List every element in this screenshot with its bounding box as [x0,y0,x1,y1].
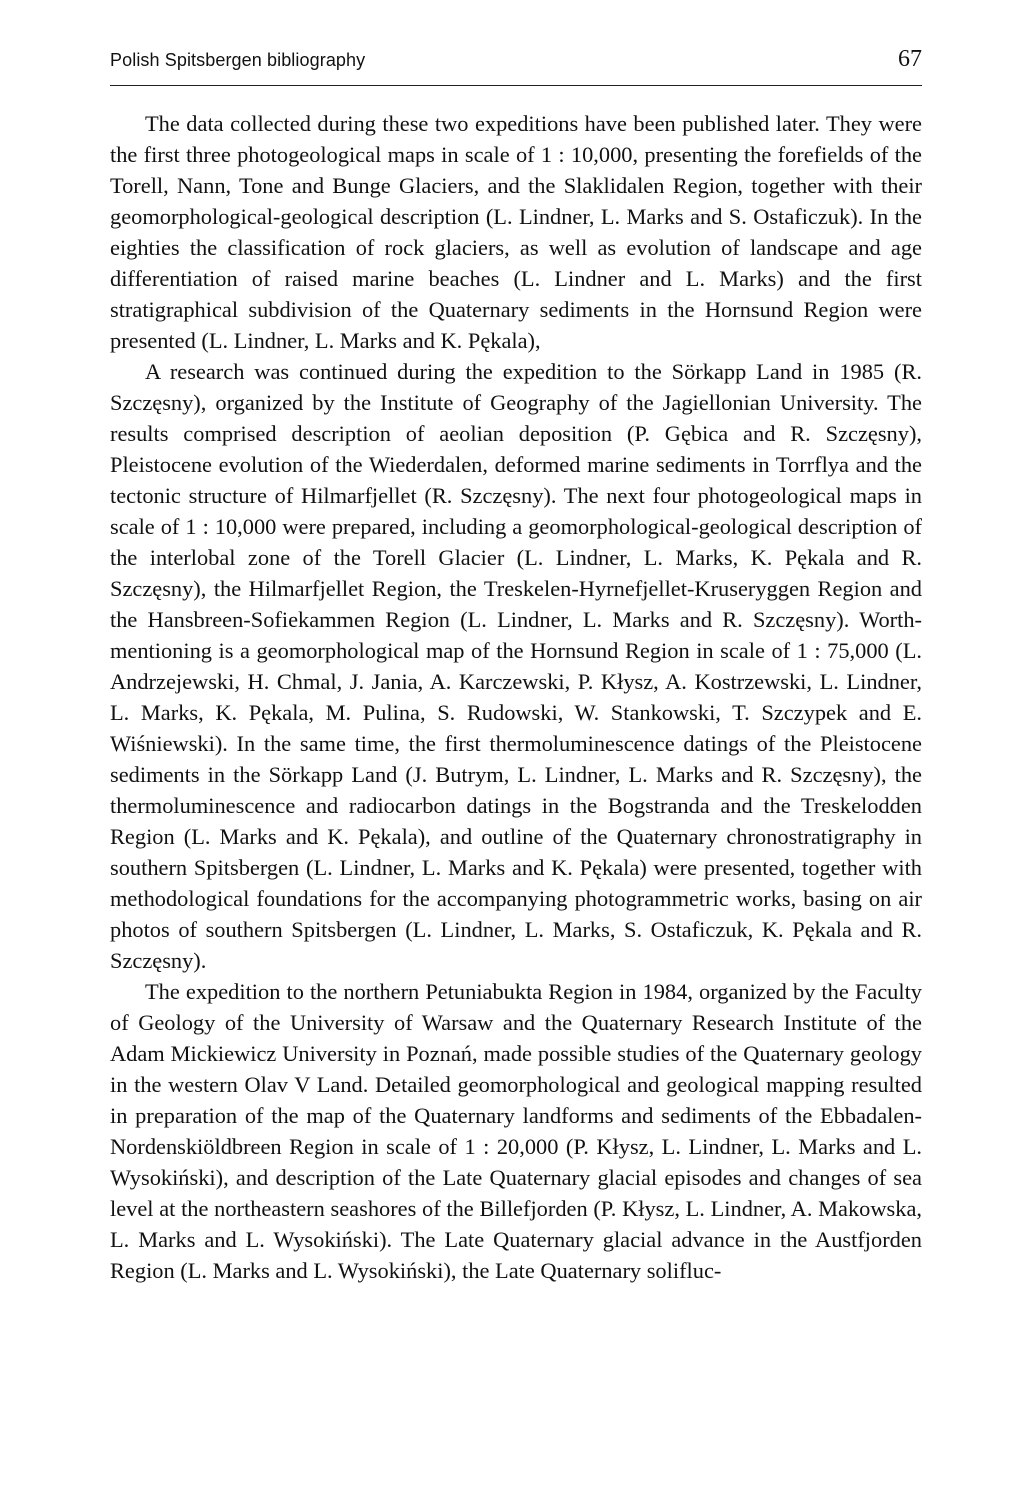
running-title: Polish Spitsbergen bibliography [110,50,366,70]
document-page [110,46,922,1286]
paragraph: The data collected during these two expeditions have been published later. They were the first three photogeological maps in scale of 1 : 10,000, presenting the forefields of the Torell, Nann, Tone and Bunge Glaciers, and the Slaklidalen Region, together with their geomorphological-geological description (L. Lindner, L. Marks and S. Ostaficzuk). In the eighties the classification of rock glaciers, as well as evolution of landscape and age differentiation of raised marine beaches (L. Lindner and L. Marks) and the first stratigraphical subdivision of the Quaternary sediments in the Hornsund Region were presented (L. Lindner, L. Marks and K. Pękala), [110,111,922,353]
running-header [110,46,922,86]
body-text [110,108,922,1286]
paragraph: The expedition to the northern Petuniabukta Region in 1984, organized by the Faculty of Geology of the University of Warsaw and the Quaternary Research Institute of the Adam Mickiewicz University in Poznań, made possible studies of the Quaternary geology in the western Olav V Land. Detailed geomorphological and geological mapping resulted in preparation of the map of the Quaternary landforms and sediments of the Ebbadalen-Nordenskiöldbreen Region in scale of 1 : 20,000 (P. Kłysz, L. Lindner, L. Marks and L. Wysokiński), and description of the Late Quaternary glacial episodes and changes of sea level at the northeastern seashores of the Billefjorden (P. Kłysz, L. Lindner, A. Makowska, L. Marks and L. Wysokiński). The Late Quaternary glacial advance in the Austfjorden Region (L. Marks and L. Wysokiński), the Late Quaternary solifluc- [110,979,922,1283]
page-number: 67 [898,46,922,72]
paragraph: A research was continued during the expedition to the Sörkapp Land in 1985 (R. Szczęsny), organized by the Institute of Geography of the Jagiellonian University. The results comprised description of aeolian deposition (P. Gębica and R. Szczęsny), Pleistocene evolution of the Wiederdalen, deformed marine sediments in Torrflya and the tectonic structure of Hilmarfjellet (R. Szczęsny). The next four photogeological maps in scale of 1 : 10,000 were prepared, including a geomorphological-geological description of the interlobal zone of the Torell Glacier (L. Lindner, L. Marks, K. Pękala and R. Szczęsny), the Hilmarfjellet Region, the Treskelen-Hyrnefjellet-Kruseryggen Region and the Hansbreen-Sofiekammen Region (L. Lindner, L. Marks and R. Szczęsny). Worth-mentioning is a geomorphological map of the Hornsund Region in scale of 1 : 75,000 (L. Andrzejewski, H. Chmal, J. Jania, A. Karczewski, P. Kłysz, A. Kostrzewski, L. Lindner, L. Marks, K. Pękala, M. Pulina, S. Rudowski, W. Stankowski, T. Szczypek and E. Wiśniewski). In the same time, the first thermoluminescence datings of the Pleistocene sediments in the Sörkapp Land (J. Butrym, L. Lindner, L. Marks and R. Szczęsny), the thermoluminescence and radiocarbon datings in the Bogstranda and the Treskelodden Region (L. Marks and K. Pękala), and outline of the Quaternary chronostratigraphy in southern Spitsbergen (L. Lindner, L. Marks and K. Pękala) were presented, together with methodological foundations for the accompanying photogrammetric works, basing on air photos of southern Spitsbergen (L. Lindner, L. Marks, S. Ostaficzuk, K. Pękala and R. Szczęsny). [110,359,922,973]
